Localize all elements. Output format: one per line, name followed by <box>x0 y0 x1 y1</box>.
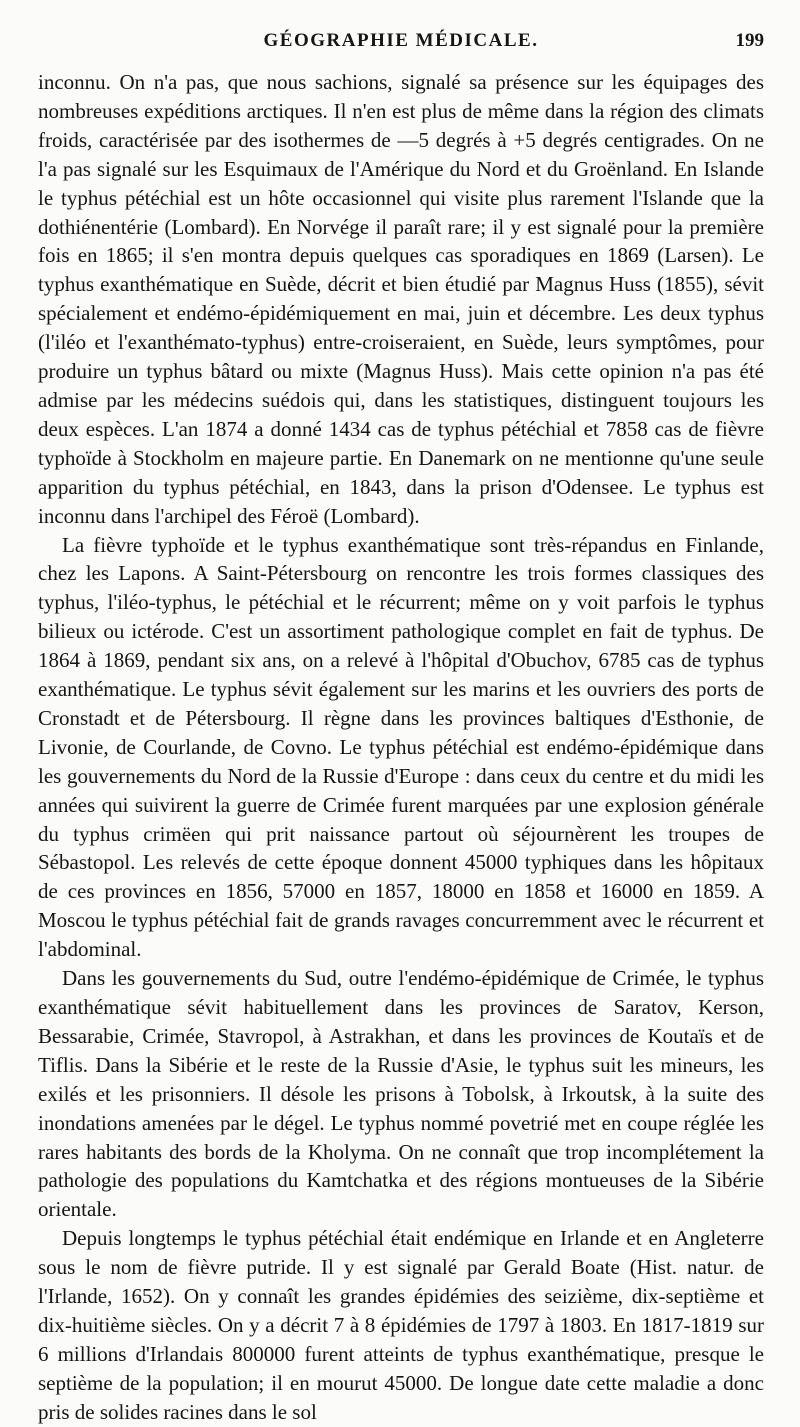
paragraph-2: La fièvre typhoïde et le typhus exanthématique sont très-répandus en Finlande, chez les Lapons. A Saint-Pétersbourg on rencontre les trois formes classiques des typhus, l'iléo-typhus, le pétéchial et le récurrent; même on y voit parfois le typhus bilieux ou ictérode. C'est un assortiment pathologique complet en fait de typhus. De 1864 à 1869, pendant six ans, on a relevé à l'hôpital d'Obuchov, 6785 cas de typhus exanthématique. Le typhus sévit également sur les marins et les ouvriers des ports de Cronstadt et de Pétersbourg. Il règne dans les provinces baltiques d'Esthonie, de Livonie, de Courlande, de Covno. Le typhus pétéchial est endémo-épidémique dans les gouvernements du Nord de la Russie d'Europe : dans ceux du centre et du midi les années qui suivirent la guerre de Crimée furent marquées par une explosion générale du typhus crimëen qui prit naissance partout où séjournèrent les troupes de Sébastopol. Les relevés de cette époque donnent 45000 typhiques dans les hôpitaux de ces provinces en 1856, 57000 en 1857, 18000 en 1858 et 16000 en 1859. A Moscou le typhus pétéchial fait de grands ravages concurremment avec le récurrent et l'abdominal. <box>38 532 764 962</box>
paragraph-4: Depuis longtemps le typhus pétéchial était endémique en Irlande et en Angleterre sous le nom de fièvre putride. Il y est signalé par Gerald Boate (Hist. natur. de l'Irlande, 1652). On y connaît les grandes épidémies des seizième, dix-septième et dix-huitième siècles. On y a décrit 7 à 8 épidémies de 1797 à 1803. En 1817-1819 sur 6 millions d'Irlandais 800000 furent atteints de typhus exanthématique, presque le septième de la population; il en mourut 45000. De longue date cette maladie a donc pris de solides racines dans le sol <box>38 1226 764 1424</box>
paragraph-1: inconnu. On n'a pas, que nous sachions, signalé sa présence sur les équipages des nombreuses expéditions arctiques. Il n'en est plus de même dans la région des climats froids, caractérisée par des isothermes de —5 degrés à +5 degrés centigrades. On ne l'a pas signalé sur les Esquimaux de l'Amérique du Nord et du Groënland. En Islande le typhus pétéchial est un hôte occasionnel qui visite plus rarement l'Islande que la dothiénentérie (Lombard). En Norvége il paraît rare; il y est signalé pour la première fois en 1865; il s'en montra depuis quelques cas sporadiques en 1869 (Larsen). Le typhus exanthématique en Suède, décrit et bien étudié par Magnus Huss (1855), sévit spécialement et endémo-épidémiquement en mai, juin et décembre. Les deux typhus (l'iléo et l'exanthémato-typhus) entre-croiseraient, en Suède, leurs symptômes, pour produire un typhus bâtard ou mixte (Magnus Huss). Mais cette opinion n'a pas été admise par les médecins suédois qui, dans les statistiques, distinguent toujours les deux espèces. L'an 1874 a donné 1434 cas de typhus pétéchial et 7858 cas de fièvre typhoïde à Stockholm en majeure partie. En Danemark on ne mentionne qu'une seule apparition du typhus pétéchial, en 1843, dans la prison d'Odensee. Le typhus est inconnu dans l'archipel des Féroë (Lombard). <box>38 70 764 528</box>
document-page <box>38 30 764 1427</box>
page-header <box>38 30 764 64</box>
running-head: GÉOGRAPHIE MÉDICALE. <box>263 30 539 51</box>
body-text <box>38 68 764 1427</box>
paragraph-3: Dans les gouvernements du Sud, outre l'endémo-épidémique de Crimée, le typhus exanthématique sévit habituellement dans les provinces de Saratov, Kerson, Bessarabie, Crimée, Stavropol, à Astrakhan, et dans les provinces de Koutaïs et de Tiflis. Dans la Sibérie et le reste de la Russie d'Asie, le typhus suit les mineurs, les exilés et les prisonniers. Il désole les prisons à Tobolsk, à Irkoutsk, à la suite des inondations amenées par le dégel. Le typhus nommé povetrié met en coupe réglée les rares habitants des bords de la Kholyma. On ne connaît que trop incomplétement la pathologie des populations du Kamtchatka et des régions montueuses de la Sibérie orientale. <box>38 966 764 1222</box>
page-number: 199 <box>735 30 764 51</box>
